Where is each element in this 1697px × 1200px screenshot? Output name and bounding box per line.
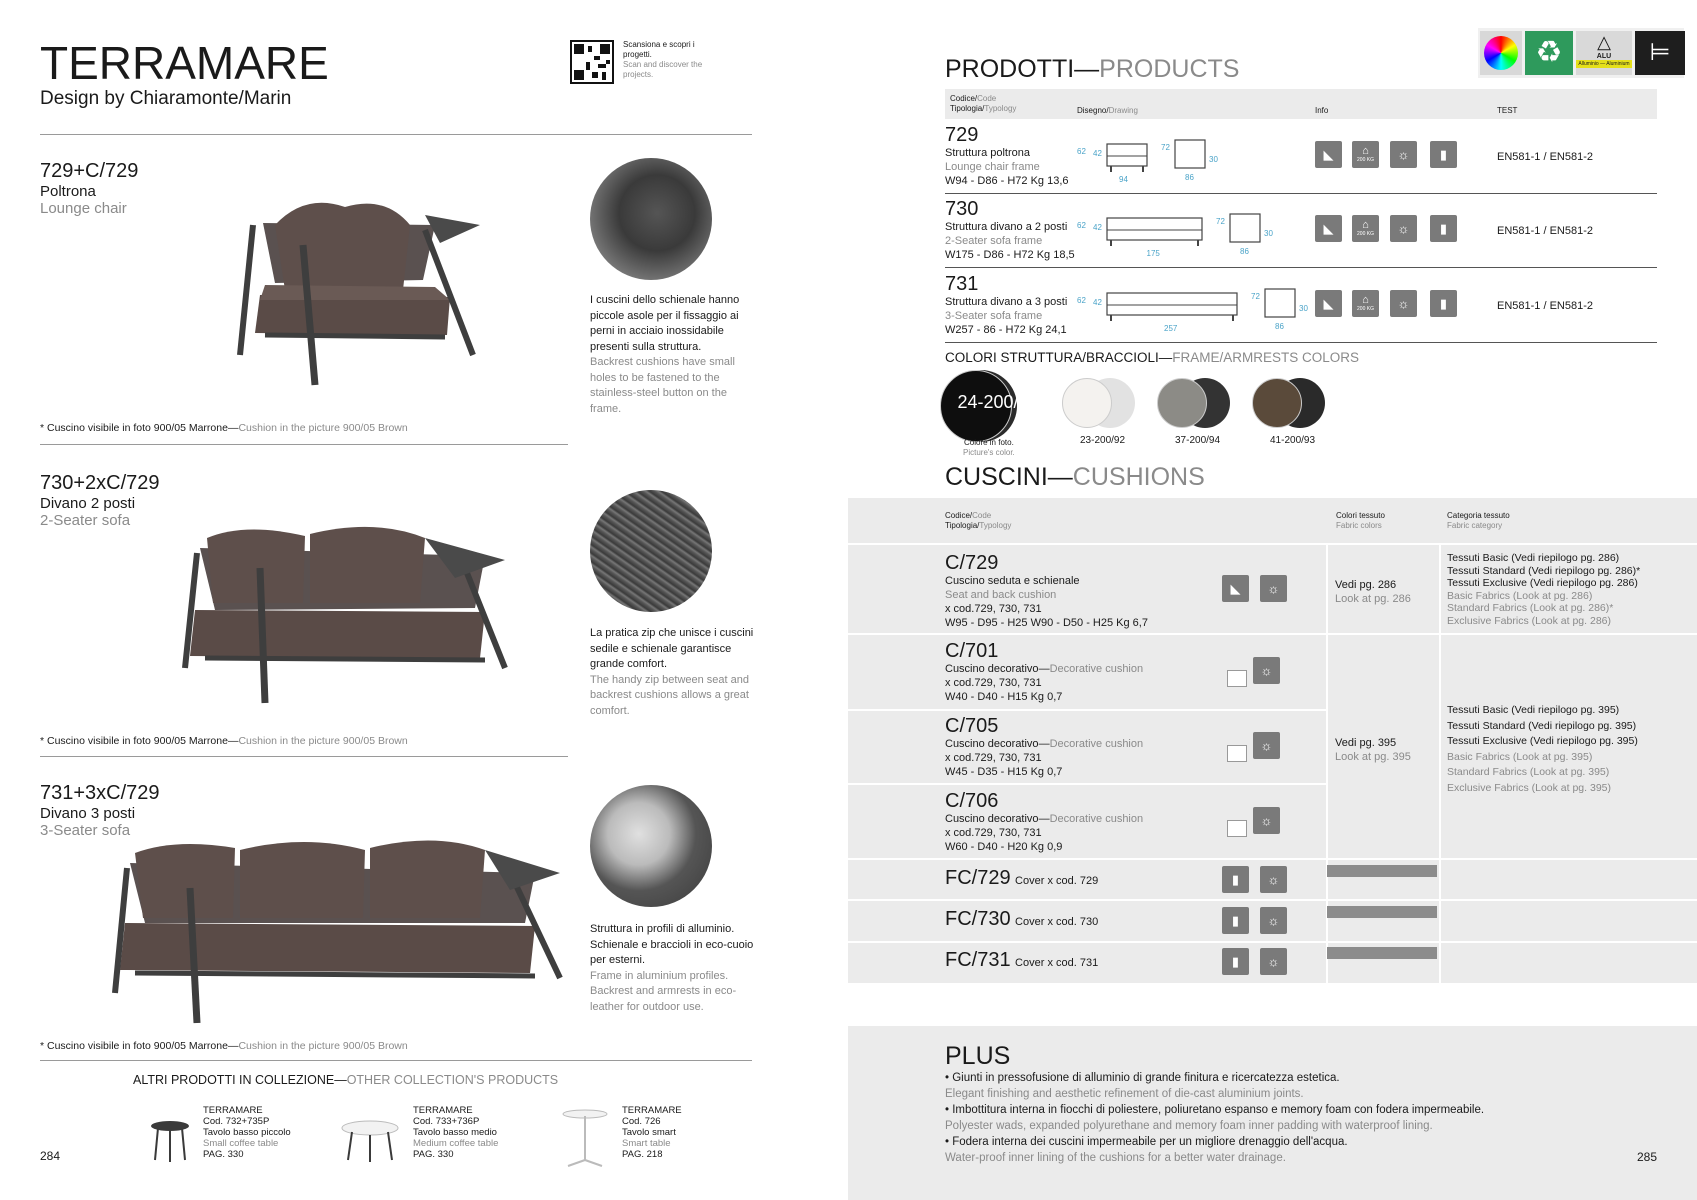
dim-label: 62 bbox=[1077, 296, 1086, 305]
detail-zip-photo bbox=[590, 490, 712, 612]
color-wheel-icon bbox=[1480, 31, 1522, 75]
weather-icon: ☼ bbox=[1260, 948, 1287, 975]
dim-label: 86 bbox=[1275, 322, 1284, 331]
divider bbox=[945, 267, 1657, 268]
accessory-item[interactable]: TERRAMARE Cod. 732+735P Tavolo basso piccolo Small coffee table PAG. 330 bbox=[203, 1105, 291, 1160]
row-separator bbox=[848, 783, 1326, 785]
color-swatch[interactable] bbox=[1062, 378, 1112, 428]
detail-button-photo bbox=[590, 158, 712, 280]
page-number: 284 bbox=[40, 1149, 61, 1163]
smart-table-photo bbox=[560, 1108, 610, 1168]
cushions-title: CUSCINI—CUSHIONS bbox=[945, 463, 1205, 491]
chair-load-icon: ◣ bbox=[1315, 290, 1342, 317]
row-separator bbox=[1328, 633, 1439, 635]
dim-label: 72 bbox=[1161, 143, 1170, 152]
product-row: 730 Struttura divano a 2 posti 2-Seater sofa frame W175 - D86 - H72 Kg 18,5 bbox=[945, 198, 1075, 261]
dim-label: 175 bbox=[1146, 249, 1160, 258]
small-coffee-table-photo bbox=[150, 1118, 190, 1163]
detail-armrest-photo bbox=[590, 785, 712, 907]
weight-icon: ⌂ 200 KG bbox=[1352, 141, 1379, 168]
cushion-note: * Cuscino visibile in foto 900/05 Marrone—Cushion in the picture 900/05 Brown bbox=[40, 735, 408, 747]
weather-icon: ☼ bbox=[1260, 575, 1287, 602]
three-seater-sofa-photo bbox=[115, 828, 565, 1028]
not-applicable-bar bbox=[1327, 865, 1437, 877]
products-title: PRODOTTI—PRODUCTS bbox=[945, 55, 1240, 83]
weather-icon: ☼ bbox=[1260, 907, 1287, 934]
divider bbox=[40, 756, 568, 757]
color-code: 24-200/95 bbox=[957, 392, 1039, 412]
header-drawing: Disegno/Drawing bbox=[1077, 106, 1138, 115]
fabric-colors-ref: Vedi pg. 395 Look at pg. 395 bbox=[1335, 737, 1411, 763]
lounge-chair-photo bbox=[235, 185, 480, 395]
technical-drawing bbox=[1075, 136, 1305, 186]
designer-credit: Design by Chiaramonte/Marin bbox=[40, 88, 292, 109]
cushion-note: * Cuscino visibile in foto 900/05 Marrone—Cushion in the picture 900/05 Brown bbox=[40, 422, 408, 434]
weather-icon: ☼ bbox=[1253, 807, 1280, 834]
test-standard: EN581-1 / EN581-2 bbox=[1497, 151, 1593, 163]
qr-code-icon[interactable] bbox=[570, 40, 614, 84]
weight-icon: ⌂ 200 KG bbox=[1352, 290, 1379, 317]
product-description: Struttura in profili di alluminio. Schienale e braccioli in eco-cuoio per esterni. Frame in aluminium profiles. Backrest and armrests in eco-leather for outdoor use. bbox=[590, 923, 754, 1013]
plus-title: PLUS bbox=[945, 1042, 1011, 1070]
product-row: 729 Struttura poltrona Lounge chair frame W94 - D86 - H72 Kg 13,6 bbox=[945, 124, 1069, 187]
recycle-icon: ♻ bbox=[1525, 31, 1573, 75]
chair-load-icon: ◣ bbox=[1222, 575, 1249, 602]
row-separator bbox=[848, 543, 1697, 545]
header-info: Info bbox=[1315, 106, 1329, 115]
not-applicable-bar bbox=[1327, 906, 1437, 918]
accessory-item[interactable]: TERRAMARE Cod. 733+736P Tavolo basso medio Medium coffee table PAG. 330 bbox=[413, 1105, 499, 1160]
material-icon: ▮ bbox=[1430, 290, 1457, 317]
colors-title: COLORI STRUTTURA/BRACCIOLI—FRAME/ARMRESTS COLORS bbox=[945, 350, 1360, 365]
other-products-title: ALTRI PRODOTTI IN COLLEZIONE—OTHER COLLECTION'S PRODUCTS bbox=[133, 1073, 559, 1087]
sofa-icon: ⊨ bbox=[1635, 31, 1685, 75]
qr-caption: Scansiona e scopri i progetti. Scan and discover the projects. bbox=[623, 40, 703, 79]
cushion-shape-icon bbox=[1227, 820, 1247, 837]
collection-title: TERRAMARE bbox=[40, 37, 329, 89]
dim-label: 62 bbox=[1077, 221, 1086, 230]
color-note: Colore in foto. Picture's color. bbox=[963, 438, 1015, 457]
product-heading: 729+C/729 Poltrona Lounge chair bbox=[40, 160, 139, 217]
row-separator bbox=[848, 899, 1697, 901]
weather-icon: ☼ bbox=[1390, 290, 1417, 317]
dim-label: 72 bbox=[1216, 217, 1225, 226]
dim-label: 62 bbox=[1077, 147, 1086, 156]
dim-label: 30 bbox=[1299, 304, 1308, 313]
product-heading: 731+3xC/729 Divano 3 posti 3-Seater sofa bbox=[40, 782, 160, 839]
alu-icon: △ ALU Alluminio — Aluminium bbox=[1576, 31, 1632, 75]
test-standard: EN581-1 / EN581-2 bbox=[1497, 225, 1593, 237]
cushion-row: C/729 Cuscino seduta e schienale Seat and back cushion x cod.729, 730, 731 W95 - D95 - H25 W90 - D50 - H25 Kg 6,7 bbox=[945, 552, 1148, 629]
material-icon: ▮ bbox=[1430, 215, 1457, 242]
page-number: 285 bbox=[1637, 1150, 1658, 1164]
row-separator bbox=[848, 709, 1326, 711]
header-code: Codice/Code Tipologia/Typology bbox=[950, 94, 1017, 113]
not-applicable-bar bbox=[1327, 947, 1437, 959]
divider bbox=[40, 134, 752, 135]
test-standard: EN581-1 / EN581-2 bbox=[1497, 300, 1593, 312]
color-code: 41-200/93 bbox=[1270, 435, 1316, 446]
row-separator bbox=[1441, 633, 1697, 635]
medium-coffee-table-photo bbox=[340, 1118, 400, 1163]
row-separator bbox=[848, 858, 1697, 860]
plus-list: • Giunti in pressofusione di alluminio di grande finitura e ricercatezza estetica. Elegant finishing and aesthetic refinement of die-cast aluminium joints. • Imbottitura interna in fiocchi di poliestere, poliuretano espanso e memory foam con fodera impermeabile. Polyester wads, expanded polyurethane and memory foam inner padding with waterproof lining. • Fodera interna dei cuscini impermeabile per un migliore drenaggio dell'acqua. Water-proof inner lining of the cushions for a better water drainage. bbox=[945, 1072, 1485, 1164]
divider bbox=[40, 444, 568, 445]
dim-label: 86 bbox=[1240, 247, 1249, 256]
accessory-item[interactable]: TERRAMARE Cod. 726 Tavolo smart Smart table PAG. 218 bbox=[622, 1105, 682, 1160]
divider bbox=[945, 193, 1657, 194]
color-swatch[interactable] bbox=[1157, 378, 1207, 428]
cush-header-category: Categoria tessuto Fabric category bbox=[1447, 511, 1510, 530]
color-code: 23-200/92 bbox=[1080, 435, 1126, 446]
cush-header-colors: Colori tessuto Fabric colors bbox=[1336, 511, 1385, 530]
weather-icon: ☼ bbox=[1390, 215, 1417, 242]
color-swatch[interactable] bbox=[1252, 378, 1302, 428]
dim-label: 94 bbox=[1119, 175, 1128, 184]
material-icon: ▮ bbox=[1430, 141, 1457, 168]
header-test: TEST bbox=[1497, 106, 1518, 115]
weight-icon: ⌂ 200 KG bbox=[1352, 215, 1379, 242]
fabric-category-list: Tessuti Basic (Vedi riepilogo pg. 286) Tessuti Standard (Vedi riepilogo pg. 286)* Tessuti Exclusive (Vedi riepilogo pg. 286) Basic Fabrics (Look at pg. 286) Standard Fabrics (Look at pg. 286)* Exclusive Fabrics (Look at pg. 286) bbox=[1447, 552, 1641, 627]
cushion-row: C/706 Cuscino decorativo—Decorative cushion x cod.729, 730, 731 W60 - D40 - H20 Kg 0,9 bbox=[945, 790, 1144, 853]
product-heading: 730+2xC/729 Divano 2 posti 2-Seater sofa bbox=[40, 472, 160, 529]
dim-label: 86 bbox=[1185, 173, 1194, 182]
technical-drawing bbox=[1075, 285, 1308, 335]
cushion-shape-icon bbox=[1227, 745, 1247, 762]
material-icon: ▮ bbox=[1222, 907, 1249, 934]
products-table-header bbox=[945, 89, 1657, 119]
cushion-row: C/701 Cuscino decorativo—Decorative cushion x cod.729, 730, 731 W40 - D40 - H15 Kg 0,7 bbox=[945, 640, 1144, 703]
column-separator bbox=[1439, 545, 1441, 983]
product-description: I cuscini dello schienale hanno piccole asole per il fissaggio ai perni in acciaio inossidabile presenti sulla struttura. Backrest cushions have small holes to be fastened to the stainless-steel button on the frame. bbox=[590, 294, 740, 415]
technical-drawing bbox=[1075, 210, 1305, 260]
cush-header-code: Codice/Code Tipologia/Typology bbox=[945, 511, 1012, 530]
dim-label: 42 bbox=[1093, 298, 1102, 307]
cover-row: FC/731 Cover x cod. 731 bbox=[945, 949, 1099, 971]
dim-label: 72 bbox=[1251, 292, 1260, 301]
dim-label: 30 bbox=[1209, 155, 1218, 164]
row-separator bbox=[848, 633, 1326, 635]
chair-load-icon: ◣ bbox=[1315, 141, 1342, 168]
cover-row: FC/729 Cover x cod. 729 bbox=[945, 867, 1099, 889]
dim-label: 42 bbox=[1093, 149, 1102, 158]
chair-load-icon: ◣ bbox=[1315, 215, 1342, 242]
weather-icon: ☼ bbox=[1253, 732, 1280, 759]
cushion-row: C/705 Cuscino decorativo—Decorative cushion x cod.729, 730, 731 W45 - D35 - H15 Kg 0,7 bbox=[945, 715, 1144, 778]
product-row: 731 Struttura divano a 3 posti 3-Seater sofa frame W257 - 86 - H72 Kg 24,1 bbox=[945, 273, 1068, 336]
color-code: 37-200/94 bbox=[1175, 435, 1221, 446]
fabric-colors-ref: Vedi pg. 286 Look at pg. 286 bbox=[1335, 579, 1411, 605]
fabric-category-list: Tessuti Basic (Vedi riepilogo pg. 395) Tessuti Standard (Vedi riepilogo pg. 395) Tessuti Exclusive (Vedi riepilogo pg. 395) Basic Fabrics (Look at pg. 395) Standard Fabrics (Look at pg. 395) Exclusive Fabrics (Look at pg. 395) bbox=[1447, 704, 1638, 794]
divider bbox=[40, 1060, 752, 1061]
product-description: La pratica zip che unisce i cuscini sedile e schienale garantisce grande comfort. The handy zip between seat and backrest cushions allows a great comfort. bbox=[590, 627, 754, 717]
weather-icon: ☼ bbox=[1253, 657, 1280, 684]
weather-icon: ☼ bbox=[1390, 141, 1417, 168]
dim-label: 42 bbox=[1093, 223, 1102, 232]
weather-icon: ☼ bbox=[1260, 866, 1287, 893]
cushion-note: * Cuscino visibile in foto 900/05 Marrone—Cushion in the picture 900/05 Brown bbox=[40, 1040, 408, 1052]
divider bbox=[945, 342, 1657, 343]
row-separator bbox=[848, 941, 1697, 943]
material-icon: ▮ bbox=[1222, 948, 1249, 975]
cushion-shape-icon bbox=[1227, 670, 1247, 687]
cover-row: FC/730 Cover x cod. 730 bbox=[945, 908, 1099, 930]
two-seater-sofa-photo bbox=[185, 518, 515, 708]
dim-label: 30 bbox=[1264, 229, 1273, 238]
dim-label: 257 bbox=[1164, 324, 1178, 333]
material-icon: ▮ bbox=[1222, 866, 1249, 893]
